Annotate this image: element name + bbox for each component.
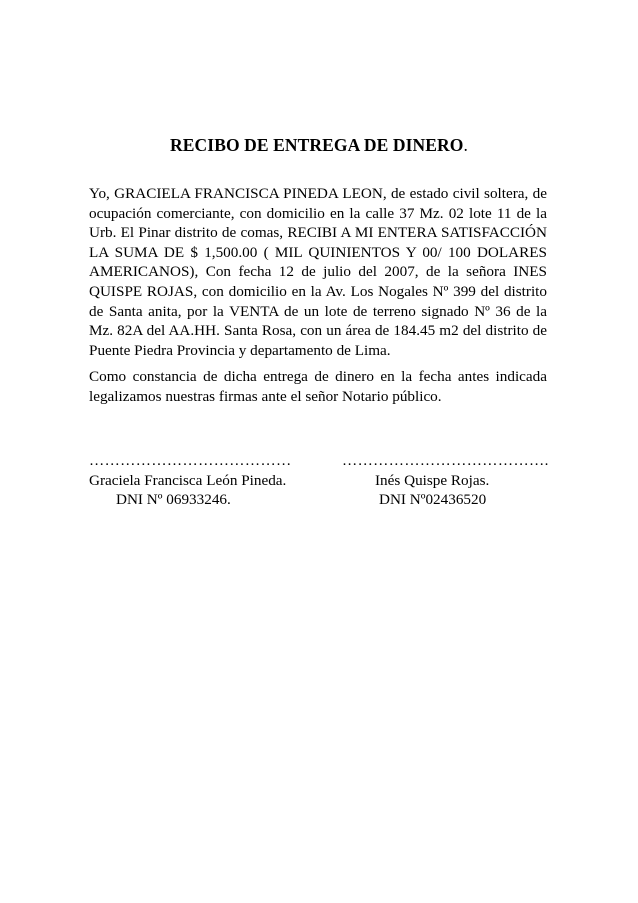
notary-paragraph: Como constancia de dicha entrega de dinero en la fecha antes indicada legalizamos nuestras firmas ante el señor Notario público. <box>89 368 547 405</box>
signer-dni-right: DNI Nº02436520 <box>379 491 487 509</box>
signer-name-right: Inés Quispe Rojas. <box>375 471 490 489</box>
signature-line-right: …………………………………. <box>342 452 549 469</box>
document-title <box>0 135 638 156</box>
signer-name-left: Graciela Francisca León Pineda. <box>89 471 287 489</box>
signer-dni-left: DNI Nº 06933246. <box>116 491 231 509</box>
signature-block-left <box>89 451 309 510</box>
signature-line-left: ………………………………… <box>89 452 292 469</box>
receipt-paragraph: Yo, GRACIELA FRANCISCA PINEDA LEON, de estado civil soltera, de ocupación comerciante, con domicilio en la calle 37 Mz. 02 lote 11 de la Urb. El Pinar distrito de comas, RECIBI A MI ENTERA SATISFACCIÓN LA SUMA DE $ 1,500.00 ( MIL QUINIENTOS Y 00/ 100 DOLARES AMERICANOS), Con fecha 12 de julio del 2007, de la señora INES QUISPE ROJAS, con domicilio en la Av. Los Nogales Nº 399 del distrito de Santa anita, por la VENTA de un lote de terreno signado Nº 36 de la Mz. 82A del AA.HH. Santa Rosa, con un área de 184.45 m2 del distrito de Puente Piedra Provincia y departamento de Lima. <box>89 185 547 359</box>
title-period: . <box>463 135 468 155</box>
signature-block-right <box>342 451 547 510</box>
title-text: RECIBO DE ENTREGA DE DINERO <box>170 135 464 155</box>
